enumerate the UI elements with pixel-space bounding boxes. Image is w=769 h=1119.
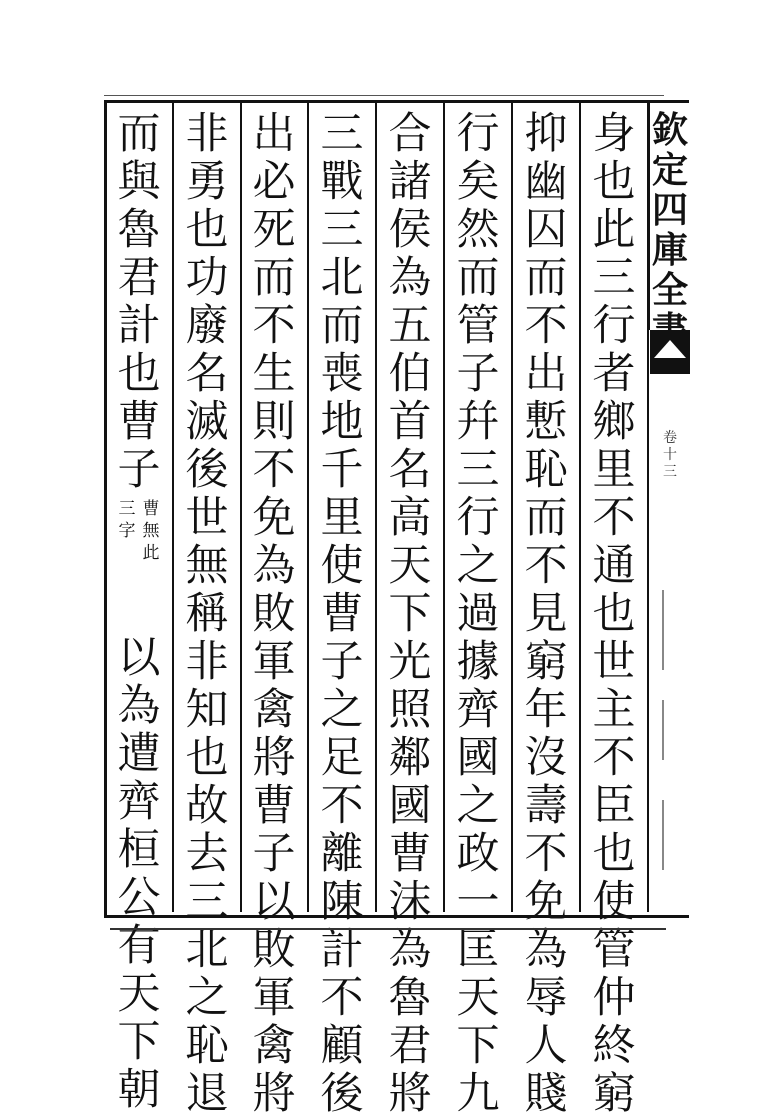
text-column-4: 合 諸 侯 為 五 伯 首 名 高 天 下 光 照 鄰 國 曹 沫 為 魯 君 將 [388, 109, 432, 1119]
column-divider [172, 103, 174, 912]
column-8-text-before: 而 與 魯 君 計 也 曹 子 [117, 109, 161, 495]
volume-label: 卷 十 三 [663, 430, 677, 480]
text-column-8 [108, 110, 170, 1114]
edge-mark [662, 590, 664, 670]
text-column-1: 身 也 此 三 行 者 鄉 里 不 通 也 世 主 不 臣 也 使 管 仲 終 窮 [592, 109, 636, 1119]
book-title: 欽 定 四 庫 全 [651, 109, 688, 311]
text-column-2: 抑 幽 囚 而 不 出 慙 恥 而 不 見 窮 年 沒 壽 不 免 為 辱 人 賤 [524, 109, 568, 1119]
column-divider [240, 103, 242, 912]
column-8-text-after: 以 為 遭 齊 桓 公 有 天 下 朝 [117, 633, 161, 1115]
text-column-3: 行 矣 然 而 管 子 幷 三 行 之 過 據 齊 國 之 政 一 匡 天 下 九 [456, 109, 500, 1119]
column-divider [443, 103, 445, 912]
text-column-7: 非 勇 也 功 廢 名 滅 後 世 無 稱 非 知 也 故 去 三 北 之 恥 退 [185, 109, 229, 1119]
note-left: 三 字 [118, 499, 136, 541]
column-divider [375, 103, 377, 912]
interlinear-note [108, 498, 170, 628]
note-right: 曹 無 此 [142, 499, 160, 563]
column-divider [579, 103, 581, 912]
column-divider [511, 103, 513, 912]
text-column-6: 出 必 死 而 不 生 則 不 免 為 敗 軍 禽 將 曹 子 以 敗 軍 禽 將 [252, 109, 296, 1119]
top-rule [104, 95, 664, 96]
text-column-5: 三 戰 三 北 而 喪 地 千 里 使 曹 子 之 足 不 離 陳 計 不 顧 後 [320, 109, 364, 1119]
column-divider [307, 103, 309, 912]
fishtail-mark [650, 330, 690, 374]
bottom-rule [110, 928, 666, 930]
edge-mark [662, 800, 664, 870]
edge-mark [662, 700, 664, 760]
